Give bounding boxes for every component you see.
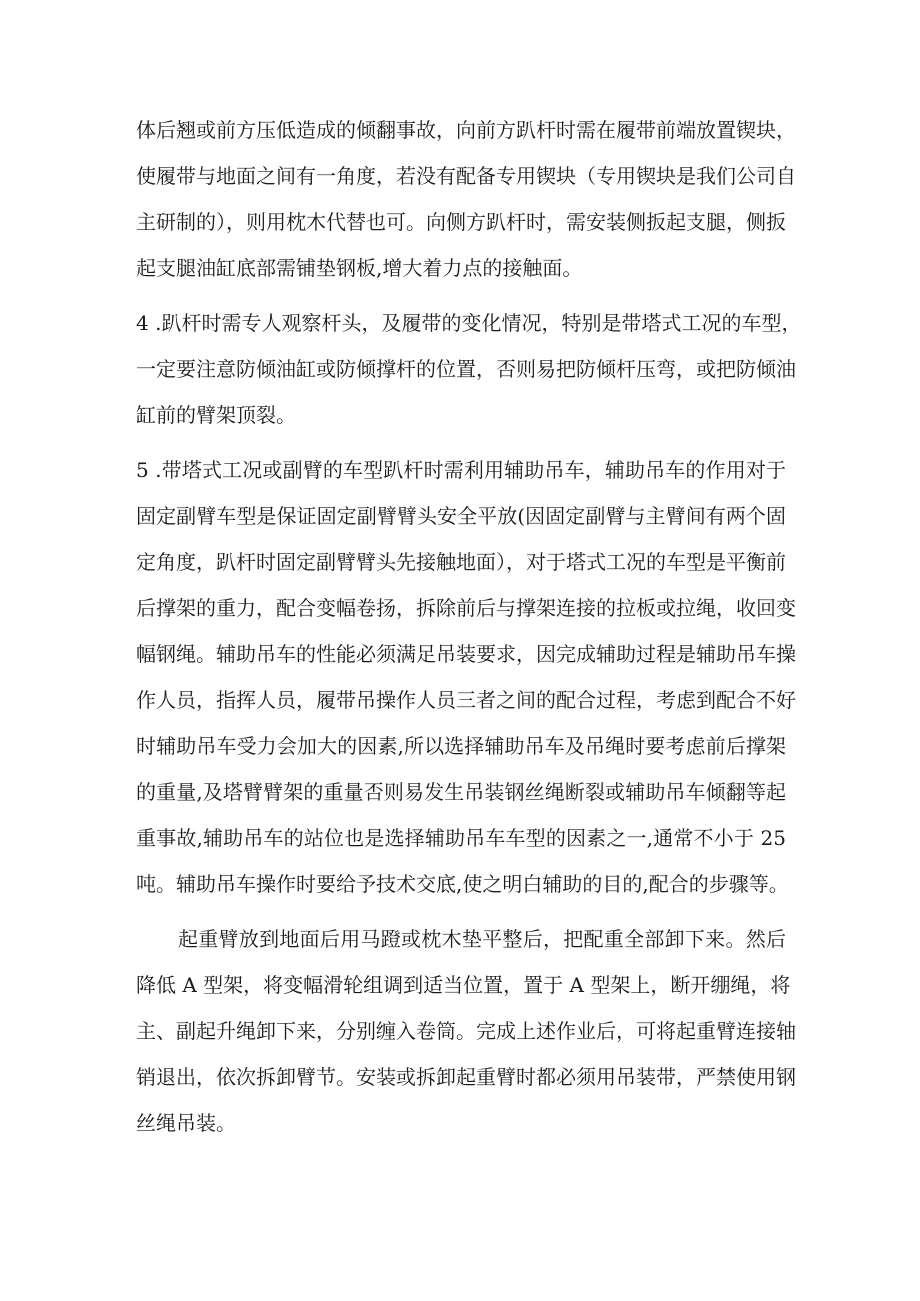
- text-line: 时辅助吊车受力会加大的因素,所以选择辅助吊车及吊绳时要考虑前后撑架: [136, 734, 786, 758]
- text-line: 销退出，依次拆卸臂节。安装或拆卸起重臂时都必须用吊装带，严禁使用钢: [136, 1065, 796, 1089]
- text-line: 丝绳吊装。: [136, 1111, 236, 1135]
- text-line: 主研制的），则用枕木代替也可。向侧方趴杆时，需安装侧扳起支腿，侧扳: [136, 210, 786, 234]
- text-line: 吨。辅助吊车操作时要给予技术交底,使之明白辅助的目的,配合的步骤等。: [136, 872, 789, 896]
- text-line: 后撑架的重力，配合变幅卷扬，拆除前后与撑架连接的拉板或拉绳，收回变: [136, 596, 796, 620]
- paragraph-gap: [136, 907, 786, 916]
- text-line: 幅钢绳。辅助吊车的性能必须满足吊装要求，因完成辅助过程是辅助吊车操: [136, 642, 796, 666]
- text-line: 5 .带塔式工况或副臂的车型趴杆时需利用辅助吊车，辅助吊车的作用对于: [136, 458, 786, 482]
- text-line: 一定要注意防倾油缸或防倾撑杆的位置，否则易把防倾杆压弯，或把防倾油: [136, 357, 796, 381]
- text-line: 起重臂放到地面后用马蹬或枕木垫平整后，把配重全部卸下来。然后: [178, 927, 786, 951]
- text-line: 定角度，趴杆时固定副臂臂头先接触地面），对于塔式工况的车型是平衡前: [136, 550, 786, 574]
- paragraph-gap: [136, 291, 786, 300]
- document-page: [136, 107, 802, 1146]
- text-line: 主、副起升绳卸下来，分别缠入卷筒。完成上述作业后，可将起重臂连接轴: [136, 1019, 796, 1043]
- paragraph-item-5: [136, 447, 796, 907]
- text-line: 4 .趴杆时需专人观察杆头，及履带的变化情况，特别是带塔式工况的车型，: [136, 311, 802, 335]
- text-line: 体后翘或前方压低造成的倾翻事故，向前方趴杆时需在履带前端放置锲块，: [136, 118, 796, 142]
- text-line: 降低 A 型架，将变幅滑轮组调到适当位置，置于 A 型架上，断开绷绳，将: [136, 973, 791, 997]
- paragraph-boom-removal: [136, 916, 796, 1146]
- text-line: 重事故,辅助吊车的站位也是选择辅助吊车车型的因素之一,通常不小于 25: [136, 826, 786, 850]
- text-line: 缸前的臂架顶裂。: [136, 403, 296, 427]
- paragraph-item-4: [136, 300, 802, 438]
- text-line: 起支腿油缸底部需铺垫钢板,增大着力点的接触面。: [136, 256, 583, 280]
- text-line: 作人员，指挥人员，履带吊操作人员三者之间的配合过程，考虑到配合不好: [136, 688, 796, 712]
- text-line: 固定副臂车型是保证固定副臂臂头安全平放(因固定副臂与主臂间有两个固: [136, 504, 786, 528]
- paragraph-continuation: [136, 107, 796, 291]
- text-line: 使履带与地面之间有一角度，若没有配备专用锲块（专用锲块是我们公司自: [136, 164, 796, 188]
- paragraph-gap: [136, 438, 786, 447]
- text-line: 的重量,及塔臂臂架的重量否则易发生吊装钢丝绳断裂或辅助吊车倾翻等起: [136, 780, 786, 804]
